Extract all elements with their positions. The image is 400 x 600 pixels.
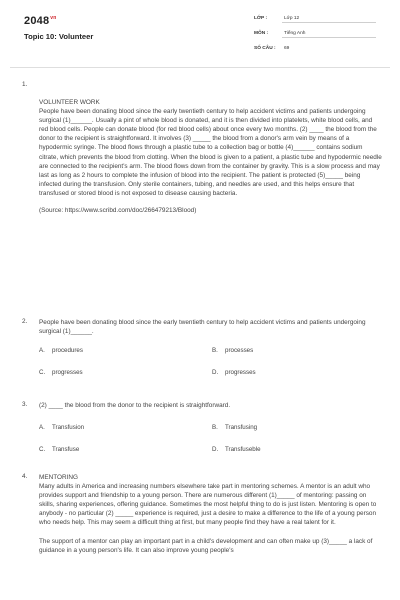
page-header bbox=[0, 0, 400, 66]
site-logo[interactable]: $2048^{vn}$ bbox=[24, 15, 57, 27]
passage-paragraph: The support of a mentor can play an important part in a child's development and can often make up (3)_____ a lack of guidance in a young person's life. It can also improve young people's bbox=[39, 537, 373, 554]
header-divider bbox=[10, 67, 390, 68]
meta-label: LỚP : bbox=[254, 16, 268, 21]
option-c[interactable]: C. Transfuse bbox=[39, 446, 80, 454]
meta-label: SỐ CÂU : bbox=[254, 46, 276, 51]
passage-title: MENTORING bbox=[39, 474, 78, 481]
meta-value: 69 bbox=[284, 46, 290, 51]
question-number: 1. bbox=[22, 81, 28, 88]
option-b[interactable]: B. Transfusing bbox=[212, 424, 258, 432]
question-2 bbox=[22, 318, 382, 390]
option-c[interactable]: C. progresses bbox=[39, 369, 83, 377]
meta-label: MÔN : bbox=[254, 31, 269, 36]
question-number: 4. bbox=[22, 473, 28, 480]
option-d[interactable]: D. progresses bbox=[212, 369, 256, 377]
passage-source: (Source: https://www.scribd.com/doc/266479213/Blood) bbox=[39, 207, 197, 215]
passage-text: People have been donating blood since the early twentieth century to help accident victims and patients undergoing surgical (1)______. Usually a pint of whole blood is donated, and it is then divided into platelets, white blood cells, and red blood cells. People can donate blood (for red blood cells) about once every two months. (2) ____ the blood from the donor to the recipient is straightforward. It involves (3) _____ the blood from a donor's arm vein by means of a hypodermic syringe. The blood flows through a plastic tube to a collection bag or bottle (4)______ contains sodium citrate, which prevents the blood from clotting. When the blood is given to a patient, a plastic tube and hypodermic needle are connected to the recipient's arm. The blood flows down from the container by gravity. This is a slow process and may last as long as 2 hours to complete the infusion of blood into the recipient. The patient is protected (5)_____ being infected during the transfusion. Only sterile containers, tubing, and needles are used, and this helps ensure that transfused or stored blood is not exposed to disease causing bacteria. bbox=[39, 108, 382, 197]
question-text: (2) ____ the blood from the donor to the recipient is straightforward. bbox=[39, 402, 231, 409]
option-b[interactable]: B. processes bbox=[212, 347, 254, 355]
question-number: 3. bbox=[22, 401, 28, 408]
meta-value: Tiếng Anh bbox=[284, 31, 306, 36]
passage-title: VOLUNTEER WORK bbox=[39, 99, 100, 106]
question-text: People have been donating blood since the early twentieth century to help accident victims and patients undergoing surgical (1)______. bbox=[39, 319, 366, 336]
topic-title: Topic 10: Volunteer bbox=[24, 32, 94, 41]
question-3 bbox=[22, 401, 382, 467]
meta-value: Lớp 12 bbox=[284, 16, 300, 21]
question-number: 2. bbox=[22, 318, 28, 325]
passage-paragraph: Many adults in America and increasing numbers elsewhere take part in mentoring schemes. A mentor is an adult who provides support and friendship to a young person. There are numerous different (1)_____ of mentoring: passing on skills, sharing experiences, offering guidance. Sometimes the most helpful thing to do is just listen. Mentoring is open to anybody - no particular (2) _____ experience is required, just a desire to make a difference to the life of a young person who needs help. This may seem a difficult thing at first, but many people find they have a real talent for it. bbox=[39, 483, 377, 527]
option-a[interactable]: A. Transfusion bbox=[39, 424, 85, 432]
question-1 bbox=[22, 81, 382, 215]
option-d[interactable]: D. Transfuseble bbox=[212, 446, 261, 454]
option-a[interactable]: A. procedures bbox=[39, 347, 83, 355]
question-4 bbox=[22, 473, 382, 555]
